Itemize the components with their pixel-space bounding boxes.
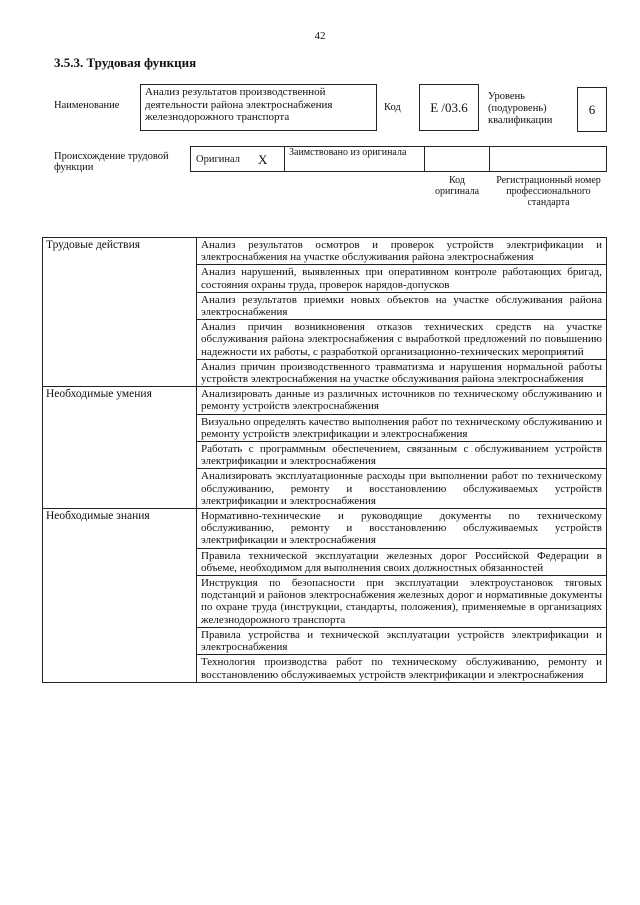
origin-divider-1 <box>284 146 285 172</box>
origin-label: Происхождение трудовой функции <box>54 151 169 173</box>
code-caption: Код оригинала <box>434 175 480 197</box>
category-cell: Трудовые действия <box>43 238 197 387</box>
table-cell: Анализировать эксплуатационные расходы при выполнении работ по техническому обслуживанию, ремонту и восстановлению обслуживаемых устройств электрификации и электроснабжения <box>197 469 607 509</box>
category-cell: Необходимые знания <box>43 509 197 683</box>
table-cell: Анализ результатов осмотров и проверок устройств электрификации и электроснабжения на участке обслуживания района электроснабжения <box>197 238 607 265</box>
function-name-box <box>140 84 377 131</box>
table-cell: Анализ нарушений, выявленных при оперативном контроле работающих бригад, состояния охраны труда, проверок нарядов-допусков <box>197 265 607 292</box>
code-value: Е /03.6 <box>430 99 468 115</box>
table-cell: Анализ причин производственного травматизма и нарушения нормальной работы устройств электроснабжения на участке обслуживания района электроснабжения <box>197 359 607 386</box>
table-cell: Инструкция по безопасности при эксплуатации электроустановок тяговых подстанций и районов электроснабжения железных дорог и нормативные документы по охране труда (инструкции, стандарты, положения), применяемые в организациях железнодорожного транспорта <box>197 576 607 628</box>
table-row <box>43 509 607 549</box>
original-mark: X <box>258 152 268 167</box>
code-label: Код <box>384 102 401 113</box>
origin-divider-3 <box>489 146 490 172</box>
level-value-box <box>577 87 607 132</box>
table-row <box>43 238 607 265</box>
table-cell: Правила устройства и технической эксплуатации устройств электрификации и электроснабжения <box>197 627 607 654</box>
page-number: 42 <box>314 30 326 42</box>
name-label: Наименование <box>54 100 120 111</box>
level-label: Уровень (подуровень) квалификации <box>488 91 553 126</box>
category-cell: Необходимые умения <box>43 387 197 509</box>
table-cell: Правила технической эксплуатации железных дорог Российской Федерации в объеме, необходимом для выполнения своих должностных обязанностей <box>197 548 607 575</box>
table-cell: Анализ причин возникновения отказов технических средств на участке обслуживания района электроснабжения с выработкой предложений по повышению надежности их работы, с разработкой организационно-технических мероприятий <box>197 320 607 360</box>
function-details-table <box>42 237 607 683</box>
table-cell: Анализировать данные из различных источников по техническому обслуживанию и ремонту устройств электроснабжения <box>197 387 607 414</box>
code-value-box <box>419 84 479 131</box>
section-title: 3.5.3. Трудовая функция <box>54 55 197 70</box>
table-cell: Нормативно-технические и руководящие документы по техническому обслуживанию, ремонту и восстановлению обслуживаемых устройств электрификации и электроснабжения <box>197 509 607 549</box>
original-label: Оригинал <box>196 154 240 165</box>
reg-caption: Регистрационный номер профессионального стандарта <box>496 175 601 208</box>
table-row <box>43 387 607 414</box>
function-name-value: Анализ результатов производственной деятельности района электроснабжения железнодорожного транспорта <box>145 86 333 123</box>
borrowed-label: Заимствовано из оригинала <box>289 147 407 158</box>
table-cell: Работать с программным обеспечением, связанным с обслуживанием устройств электрификации и электроснабжения <box>197 442 607 469</box>
table-cell: Визуально определять качество выполнения работ по техническому обслуживанию и ремонту устройств электрификации и электроснабжения <box>197 414 607 441</box>
level-value: 6 <box>588 101 596 117</box>
table-cell: Анализ результатов приемки новых объектов на участке обслуживания района электроснабжения <box>197 292 607 319</box>
origin-divider-2 <box>424 146 425 172</box>
table-cell: Технология производства работ по техническому обслуживанию, ремонту и восстановлению обслуживаемых устройств электрификации и электроснабжения <box>197 655 607 682</box>
